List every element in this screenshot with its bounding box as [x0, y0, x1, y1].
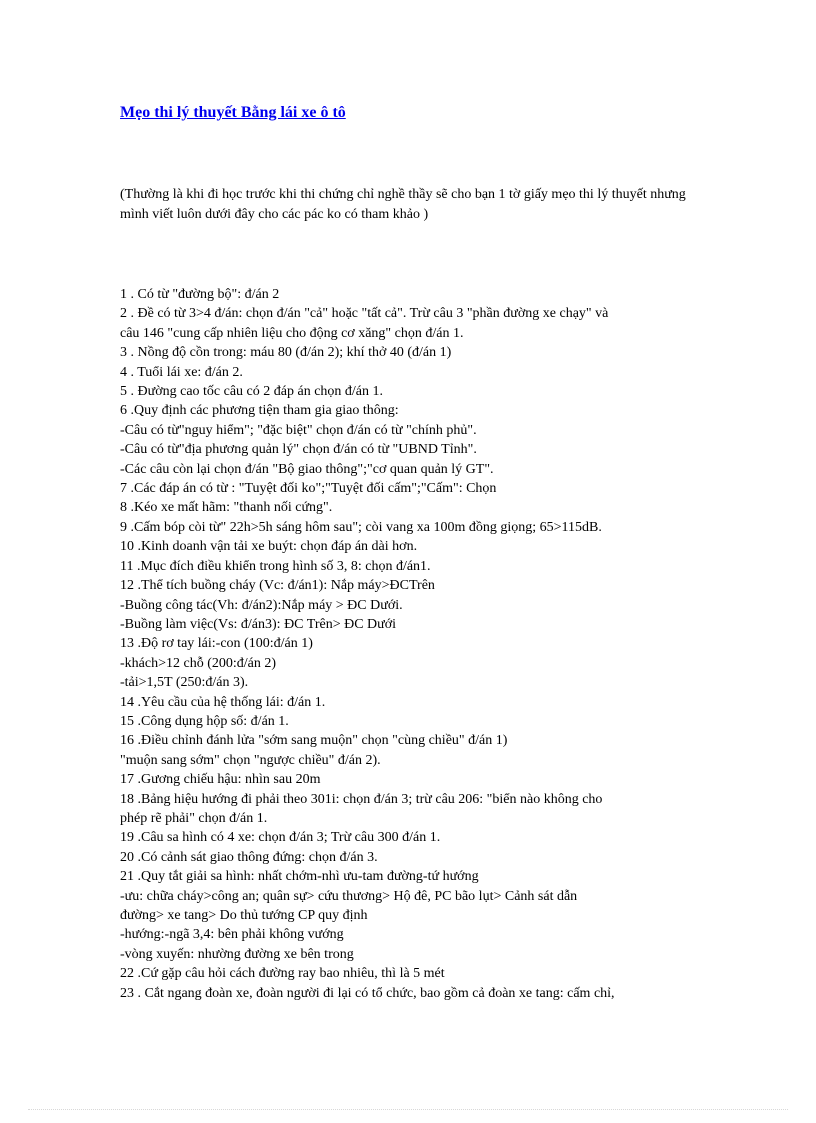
tip-line: -Câu có từ"nguy hiểm"; "đặc biệt" chọn đ/án có từ "chính phủ".: [120, 422, 477, 438]
tip-line: 19 .Câu sa hình có 4 xe: chọn đ/án 3; Trừ câu 300 đ/án 1.: [120, 830, 441, 846]
tip-line: 13 .Độ rơ tay lái:-con (100:đ/án 1): [120, 636, 313, 652]
tip-line: 17 .Gương chiếu hậu: nhìn sau 20m: [120, 772, 321, 788]
tip-line: 1 . Có từ "đường bộ": đ/án 2: [120, 287, 280, 302]
tip-line: 2 . Đề có từ 3>4 đ/án: chọn đ/án "cả" hoặc "tất cả". Trừ câu 3 "phần đường xe chạy" và: [120, 306, 609, 322]
tip-line: 21 .Quy tắt giải sa hình: nhất chớm-nhì ưu-tam đường-tứ hướng: [120, 869, 479, 885]
tip-line: 20 .Có cảnh sát giao thông đứng: chọn đ/án 3.: [120, 849, 378, 865]
tip-line: câu 146 "cung cấp nhiên liệu cho động cơ xăng" chọn đ/án 1.: [120, 325, 464, 341]
tip-line: 9 .Cấm bóp còi từ" 22h>5h sáng hôm sau"; còi vang xa 100m đồng giọng; 65>115dB.: [120, 519, 602, 535]
tip-line: đường> xe tang> Do thủ tướng CP quy định: [120, 908, 368, 923]
tip-line: -khách>12 chỗ (200:đ/án 2): [120, 655, 277, 671]
tips-list: [120, 285, 700, 1003]
tip-line: -tải>1,5T (250:đ/án 3).: [120, 675, 249, 691]
tip-line: -Các câu còn lại chọn đ/án "Bộ giao thông";"cơ quan quản lý GT".: [120, 461, 494, 477]
tip-line: 22 .Cứ gặp câu hỏi cách đường ray bao nhiêu, thì là 5 mét: [120, 966, 445, 982]
tip-line: 8 .Kéo xe mất hãm: "thanh nối cứng".: [120, 500, 333, 516]
page-bottom-divider: [28, 1109, 788, 1110]
tip-line: 7 .Các đáp án có từ : "Tuyệt đối ko";"Tuyệt đối cấm";"Cấm": Chọn: [120, 481, 497, 497]
tip-line: -vòng xuyến: nhường đường xe bên trong: [120, 946, 354, 962]
tip-line: -hướng:-ngã 3,4: bên phải không vướng: [120, 927, 344, 943]
tip-line: 23 . Cắt ngang đoàn xe, đoàn người đi lại có tổ chức, bao gồm cả đoàn xe tang: cấm chỉ,: [120, 985, 615, 1001]
tip-line: 11 .Mục đích điều khiển trong hình số 3, 8: chọn đ/án1.: [120, 558, 431, 574]
tip-line: 5 . Đường cao tốc câu có 2 đáp án chọn đ/án 1.: [120, 384, 384, 400]
tip-line: 10 .Kinh doanh vận tải xe buýt: chọn đáp án dài hơn.: [120, 539, 418, 555]
tip-line: -Buồng công tác(Vh: đ/án2):Nắp máy > ĐC Dưới.: [120, 597, 403, 613]
intro-paragraph: (Thường là khi đi học trước khi thi chứng chỉ nghề thầy sẽ cho bạn 1 tờ giấy mẹo thi lý thuyết nhưng mình viết luôn dưới đây cho các pác ko có tham khảo ): [120, 187, 686, 222]
tip-line: 3 . Nồng độ cồn trong: máu 80 (đ/án 2); khí thở 40 (đ/án 1): [120, 345, 452, 361]
tip-line: -Câu có từ"địa phương quản lý" chọn đ/án có từ "UBND Tỉnh".: [120, 442, 477, 458]
tip-line: phép rẽ phải" chọn đ/án 1.: [120, 810, 268, 826]
tip-line: 15 .Công dụng hộp số: đ/án 1.: [120, 713, 289, 729]
tip-line: 4 . Tuổi lái xe: đ/án 2.: [120, 364, 243, 380]
tip-line: 14 .Yêu cầu của hệ thống lái: đ/án 1.: [120, 694, 326, 710]
tip-line: 12 .Thể tích buồng cháy (Vc: đ/án1): Nắp máy>ĐCTrên: [120, 578, 435, 594]
document-title-link[interactable]: Mẹo thi lý thuyết Bằng lái xe ô tô: [120, 104, 346, 121]
tip-line: 16 .Điều chỉnh đánh lửa "sớm sang muộn" chọn "cùng chiều" đ/án 1): [120, 733, 508, 749]
tip-line: 6 .Quy định các phương tiện tham gia giao thông:: [120, 403, 399, 419]
tip-line: -Buồng làm việc(Vs: đ/án3): ĐC Trên> ĐC Dưới: [120, 616, 397, 632]
tip-line: -ưu: chữa cháy>công an; quân sự> cứu thương> Hộ đê, PC bão lụt> Cảnh sát dẫn: [120, 888, 578, 904]
tip-line: "muộn sang sớm" chọn "ngược chiều" đ/án 2).: [120, 752, 381, 768]
tip-line: 18 .Bảng hiệu hướng đi phải theo 301i: chọn đ/án 3; trừ câu 206: "biển nào không cho: [120, 791, 603, 807]
